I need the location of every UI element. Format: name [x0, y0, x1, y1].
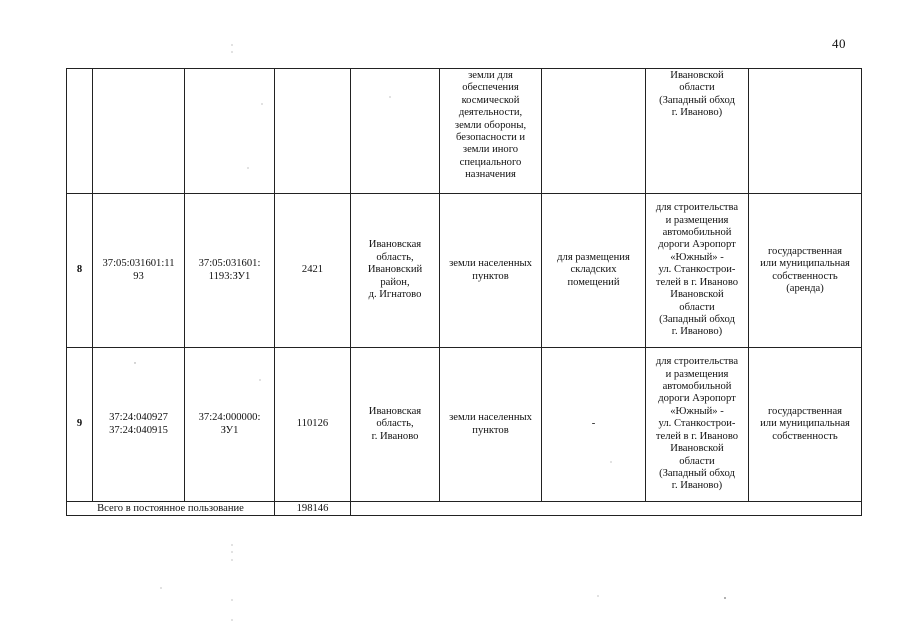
text-line: для размещения [557, 251, 630, 263]
text-line: пунктов [472, 424, 509, 436]
text-line: земли населенных [449, 412, 532, 424]
text-line: и размещения [665, 214, 729, 226]
text-line: (Западный обход [659, 313, 735, 325]
text-line: г. Иваново [371, 430, 419, 442]
cell-no: 9 [67, 348, 93, 502]
text-line: помещений [567, 276, 620, 288]
text-line: собственность [772, 270, 838, 282]
text-line: область, [376, 251, 414, 263]
text-line: государственная [767, 405, 843, 417]
text-line: телей в г. Иваново [655, 276, 739, 288]
cell-area: 110126 [275, 348, 351, 502]
text-line: дороги Аэропорт [658, 239, 736, 251]
text-line: земли обороны, [454, 119, 527, 131]
text-line: Ивановский [367, 264, 423, 276]
text-line: области [679, 301, 715, 313]
text-line: земли для [468, 70, 513, 81]
text-line: (Западный обход [659, 467, 735, 479]
text-line: или муниципальная [760, 418, 850, 430]
text-line: автомобильной [662, 227, 732, 239]
text-line: деятельности, [458, 107, 523, 119]
text-line: области [679, 82, 715, 94]
text-line: для строительства [655, 356, 739, 368]
text-line: г. Иваново) [671, 107, 723, 119]
text-line: ул. Станкострои- [658, 418, 736, 430]
text-line: 37:05:031601:11 [102, 258, 175, 270]
text-line: космической [461, 94, 520, 106]
text-line: 93 [133, 270, 144, 282]
text-line: г. Иваново) [671, 326, 723, 338]
text-line: земли населенных [449, 258, 532, 270]
page-number: 40 [832, 36, 846, 51]
text-line: для строительства [655, 202, 739, 214]
text-line: обеспечения [462, 82, 519, 94]
text-line: или муниципальная [760, 258, 850, 270]
text-line: земли иного [462, 144, 519, 156]
text-line: 37:24:000000: [198, 412, 261, 424]
cell-area: 2421 [275, 194, 351, 348]
text-line: специального [459, 156, 522, 168]
text-line: «Южный» - [670, 405, 724, 417]
text-line: г. Иваново) [671, 480, 723, 492]
text-line: государственная [767, 245, 843, 257]
text-line: телей в г. Иваново [655, 430, 739, 442]
text-line: Ивановской [670, 70, 724, 81]
text-line: дороги Аэропорт [658, 393, 736, 405]
total-label: Всего в постоянное пользование [67, 502, 275, 516]
text-line: район, [380, 276, 410, 288]
text-line: «Южный» - [670, 251, 724, 263]
text-line: области [679, 455, 715, 467]
text-line: область, [376, 418, 414, 430]
total-value: 198146 [275, 502, 351, 516]
text-line: ул. Станкострои- [658, 264, 736, 276]
text-line: собственность [772, 430, 838, 442]
text-line: и размещения [665, 368, 729, 380]
text-line: пунктов [472, 270, 509, 282]
text-line: (аренда) [786, 282, 824, 294]
text-line: безопасности и [455, 132, 526, 144]
text-line: 37:24:040915 [109, 424, 168, 436]
text-line: Ивановская [368, 405, 422, 417]
text-line: складских [570, 264, 617, 276]
text-line: ЗУ1 [220, 424, 239, 436]
text-line: 37:05:031601: [198, 258, 261, 270]
text-line: - [591, 418, 596, 430]
text-line: 1193:ЗУ1 [208, 270, 251, 282]
text-line: Ивановская [368, 239, 422, 251]
text-line: назначения [465, 169, 516, 181]
text-line: Ивановской [670, 443, 724, 455]
text-line: 37:24:040927 [109, 412, 168, 424]
cell-no: 8 [67, 194, 93, 348]
text-line: Ивановской [670, 289, 724, 301]
text-line: д. Игнатово [368, 289, 422, 301]
text-line: автомобильной [662, 381, 732, 393]
text-line: (Западный обход [659, 94, 735, 106]
